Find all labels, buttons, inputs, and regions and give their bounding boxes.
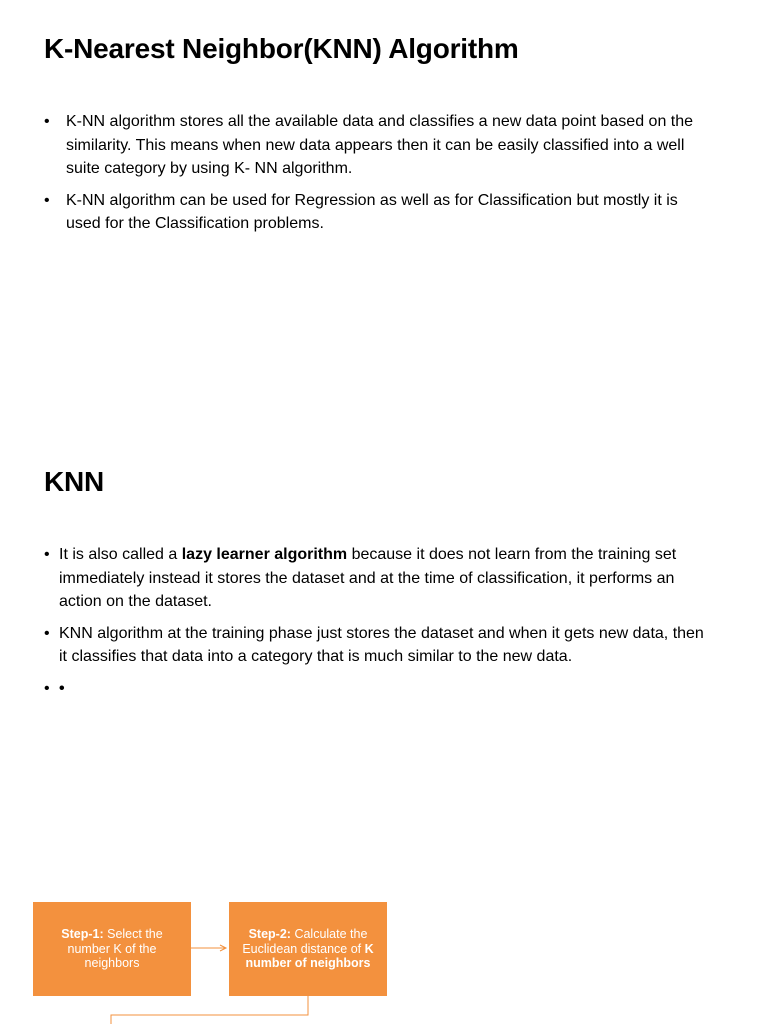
bullet-icon: •: [44, 679, 50, 697]
bullet-text: It is also called a lazy learner algorithm because it does not learn from the training set immediately instead it stores the dataset and at the time of classification, it performs an action on the dataset.: [59, 546, 677, 610]
sub-bullet-icon: •: [59, 679, 65, 697]
bullet-icon: •: [44, 624, 50, 642]
step-1-text: Step-1: Select the number K of the neighbors: [61, 927, 163, 971]
bullet-text: K-NN algorithm can be used for Regression as well as for Classification but mostly it is used for the Classification problems.: [66, 191, 678, 232]
section-title: KNN: [44, 466, 105, 497]
bullet-icon: •: [44, 546, 50, 563]
page-title: K-Nearest Neighbor(KNN) Algorithm: [44, 33, 519, 64]
bullet-icon: •: [44, 113, 50, 130]
bullet-text: K-NN algorithm stores all the available data and classifies a new data point based on the similarity. This means when new data appears then it can be easily classified into a well suite category by using K- NN algorithm.: [66, 113, 694, 177]
bullet-icon: •: [44, 191, 50, 209]
bold-term: lazy learner algorithm: [181, 546, 348, 563]
connector-down-line: [111, 996, 308, 1024]
bullet-text: KNN algorithm at the training phase just stores the dataset and when it gets new data, then it classifies that data into a category that is much similar to the new data.: [59, 624, 704, 665]
step-2-text: Step-2: Calculate the Euclidean distance of K number of neighbors: [242, 927, 374, 971]
